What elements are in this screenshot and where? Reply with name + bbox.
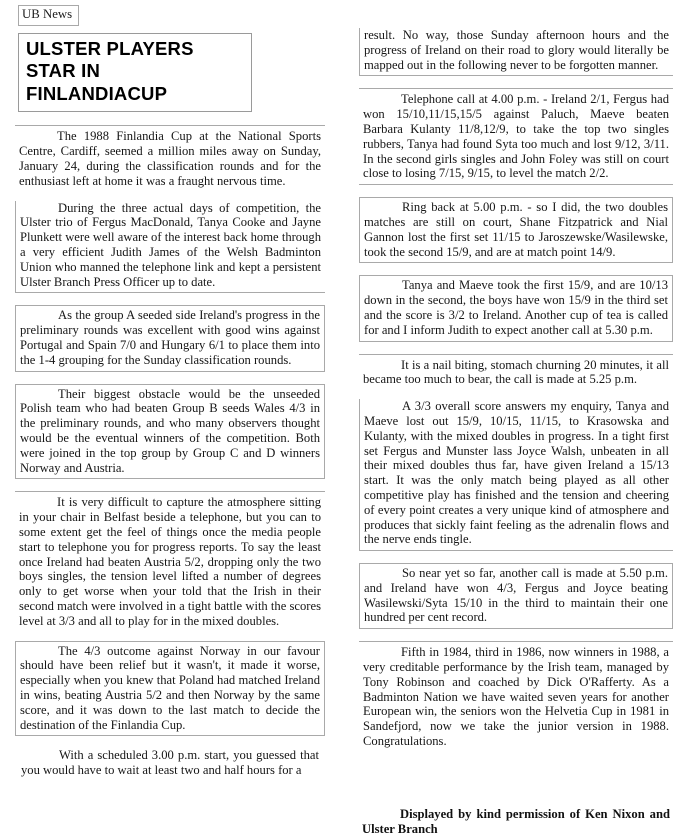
- article-paragraph: A 3/3 overall score answers my enquiry, Tanya and Maeve lost out 15/9, 10/15, 11/15, to Krasowska and Kulanty, with the mixed doubles in progress. In a tight first set Fergus and Munster lass Joyce Walsh, unbeaten in all their mixed doubles thus far, have given Ireland a 15/13 start. It was the only match being played as all other competitive play has finished and the tension and cheering of every point creates a very unique kind of atmosphere and produces that sickly faint feeling as the adrenalin flows and the nerve ends tingle.: [359, 399, 673, 551]
- left-column: [18, 28, 322, 838]
- article-paragraph: Tanya and Maeve took the first 15/9, and are 10/13 down in the second, the boys have won 15/9 in the third set and the score is 3/2 to Ireland. Another cup of tea is called for and I inform Judith to expect another call at 5.30 p.m.: [359, 275, 673, 341]
- article-paragraph: Telephone call at 4.00 p.m. - Ireland 2/1, Fergus had won 15/10,11/15,15/5 against Paluch, Maeve beaten Barbara Kulanty 11/8,12/9, to take the top two singles rubbers, Tanya had found Syta too much and lost 9/12, 3/11. In the second girls singles and John Foley was still on court close to losing 7/15, 9/15, to level the match 2/2.: [359, 88, 673, 185]
- article-paragraph: Ring back at 5.00 p.m. - so I did, the two doubles matches are still on court, Shane Fitzpatrick and Nial Gannon lost the first set 11/15 to Jaroszewske/Wasilewske, took the second 15/9, and are at match point 14/9.: [359, 197, 673, 263]
- masthead-label: UB News: [18, 5, 79, 26]
- article-paragraph: The 4/3 outcome against Norway in our favour should have been relief but it wasn't, it made it worse, especially when you knew that Poland had matched Ireland in wins, beating Austria 5/2 and then Norway by the same score, and it was down to the last match to decide the destination of the Finlandia Cup.: [15, 641, 325, 737]
- two-column-layout: [18, 28, 670, 838]
- article-paragraph: result. No way, those Sunday afternoon hours and the progress of Ireland on their road to glory would literally be mapped out in the following never to be forgotten manner.: [359, 28, 673, 76]
- article-headline: [18, 33, 252, 113]
- article-paragraph: During the three actual days of competition, the Ulster trio of Fergus MacDonald, Tanya Cooke and Jayne Plunkett were well aware of the interest back home through a very efficient Judith James of the Welsh Badminton Union who manned the telephone link and kept a persistent Ulster Branch Press Officer up to date.: [15, 201, 325, 294]
- article-paragraph: Fifth in 1984, third in 1986, now winners in 1988, a very creditable performance by the Irish team, managed by Tony Robinson and coached by Dick O'Rafferty. As a Badminton Nation we have waited seven years for another European win, the seniors won the Helvetia Cup in 1981 in Sandefjord, now we take the junior version in 1988. Congratulations.: [359, 641, 673, 749]
- headline-line-2: FINLANDIACUP: [26, 82, 168, 104]
- headline-line-1: ULSTER PLAYERS STAR IN: [26, 37, 194, 82]
- credit-line-1: Displayed by kind permission of Ken Nixon and: [400, 806, 670, 821]
- article-paragraph: With a scheduled 3.00 p.m. start, you guessed that you would have to wait at least two and half hours for a: [21, 748, 319, 778]
- article-paragraph: It is a nail biting, stomach churning 20 minutes, it all became too much to bear, the call is made at 5.25 p.m.: [359, 354, 673, 388]
- article-paragraph: So near yet so far, another call is made at 5.50 p.m. and Ireland have won 4/3, Fergus and Joyce beating Wasilewski/Syta 15/10 in the third to maintain their one hundred per cent record.: [359, 563, 673, 629]
- credit-line-2: Ulster Branch: [362, 822, 438, 837]
- right-column: [362, 28, 670, 838]
- article-paragraph: It is very difficult to capture the atmosphere sitting in your chair in Belfast beside a telephone, but you can to some extent get the feel of things once the media people start to telephone you for progress reports. To say the least once Ireland had beaten Austria 5/2, dropping only the two boys singles, the tension level lifted a number of degrees only to get worse when your told that the Irish in their second match were involved in a tight battle with the scores level at 3/3 and all to play for in the mixed doubles.: [15, 491, 325, 628]
- article-paragraph: As the group A seeded side Ireland's progress in the preliminary rounds was excellent with good wins against Portugal and Spain 7/0 and Hungary 6/1 to place them into the 1-4 grouping for the Sunday classification rounds.: [15, 305, 325, 371]
- credit-note: [362, 807, 670, 838]
- article-paragraph: The 1988 Finlandia Cup at the National Sports Centre, Cardiff, seemed a million miles away on Sunday, January 24, during the classification rounds and for the enthusiast left at home it was a fraught nervous time.: [15, 125, 325, 188]
- article-paragraph: Their biggest obstacle would be the unseeded Polish team who had beaten Group B seeds Wales 4/3 in the preliminary rounds, and who many observers thought would be the eventual winners of the competition. Both were joined in the top group by Group C and D winners Norway and Austria.: [15, 384, 325, 480]
